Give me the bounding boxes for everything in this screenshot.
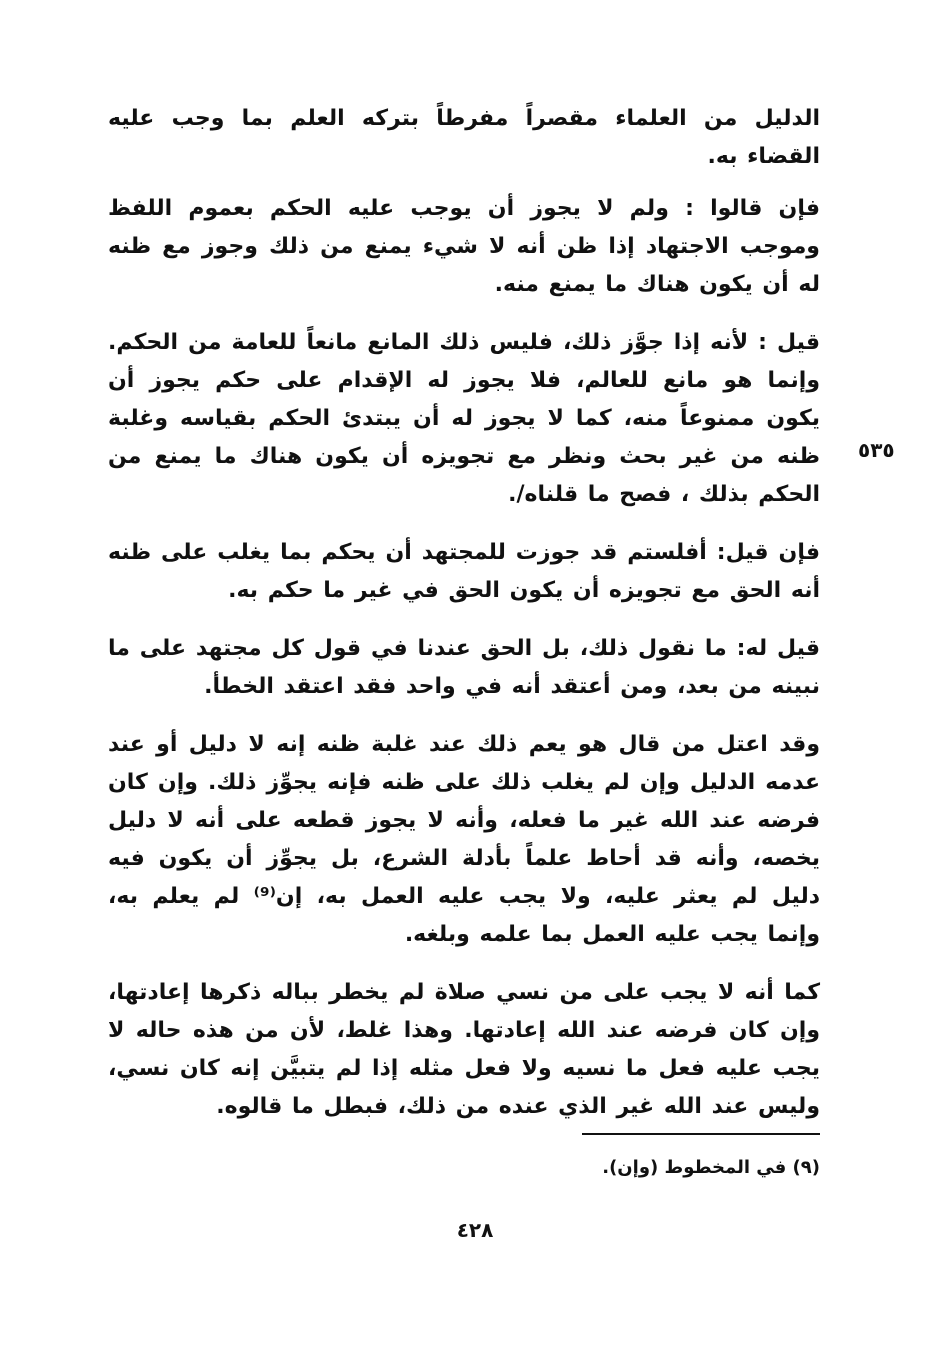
main-text — [108, 100, 820, 1146]
paragraph-6: وقد اعتل من قال هو يعم ذلك عند غلبة ظنه إنه لا دليل أو عند عدمه الدليل وإن لم يغلب ذلك على ظنه فإنه يجوِّز ذلك. وإن كان فرضه عند الله غير ما فعله، وأنه لا يجوز قطعه على أنه لا دليل يخصه، وأنه قد أحاط علماً بأدلة الشرع، بل يجوِّز أن يكون فيه دليل لم يعثر عليه، ولا يجب عليه العمل به، إن⁽⁹⁾ لم يعلم به، وإنما يجب عليه العمل بما علمه وبلغه. — [108, 732, 820, 947]
footnote-divider — [582, 1133, 820, 1135]
paragraph-7: كما أنه لا يجب على من نسي صلاة لم يخطر بباله ذكرها إعادتها، وإن كان فرضه عند الله إعادتها. وهذا غلط، لأن من هذه حاله لا يجب عليه فعل ما نسيه ولا فعل مثله إذا لم يتبيَّن إنه كان نسي، وليس عند الله غير الذي عنده من ذلك، فبطل ما قالوه. — [108, 980, 820, 1119]
manuscript-folio-number: ٥٣٥ — [858, 438, 895, 462]
footnote: (٩) في المخطوط (وإن). — [602, 1157, 820, 1178]
paragraph-2: فإن قالوا : ولم لا يجوز أن يوجب عليه الحكم بعموم اللفظ وموجب الاجتهاد إذا ظن أنه لا شيء يمنع من ذلك وجوز مع ظنه له أن يكون هناك ما يمنع منه. — [108, 196, 820, 297]
paragraph-3: قيل : لأنه إذا جوَّز ذلك، فليس ذلك المانع مانعاً للعامة من الحكم. وإنما هو مانع للعالم، فلا يجوز له الإقدام على حكم يجوز أن يكون ممنوعاً منه، كما لا يجوز له أن يبتدئ الحكم بقياسه وغلبة ظنه من غير بحث ونظر مع تجويزه أن يكون هناك ما يمنع من الحكم بذلك ، فصح ما قلناه/. — [108, 330, 820, 507]
page-number: ٤٢٨ — [456, 1218, 494, 1242]
paragraph-5: قيل له: ما نقول ذلك، بل الحق عندنا في قول كل مجتهد على ما نبينه من بعد، ومن أعتقد أنه في واحد فقد اعتقد الخطأ. — [108, 636, 820, 699]
paragraph-1: الدليل من العلماء مقصراً مفرطاً بتركه العلم بما وجب عليه القضاء به. — [108, 106, 820, 169]
paragraph-4: فإن قيل: أفلستم قد جوزت للمجتهد أن يحكم بما يغلب على ظنه أنه الحق مع تجويزه أن يكون الحق في غير ما حكم به. — [108, 540, 820, 603]
